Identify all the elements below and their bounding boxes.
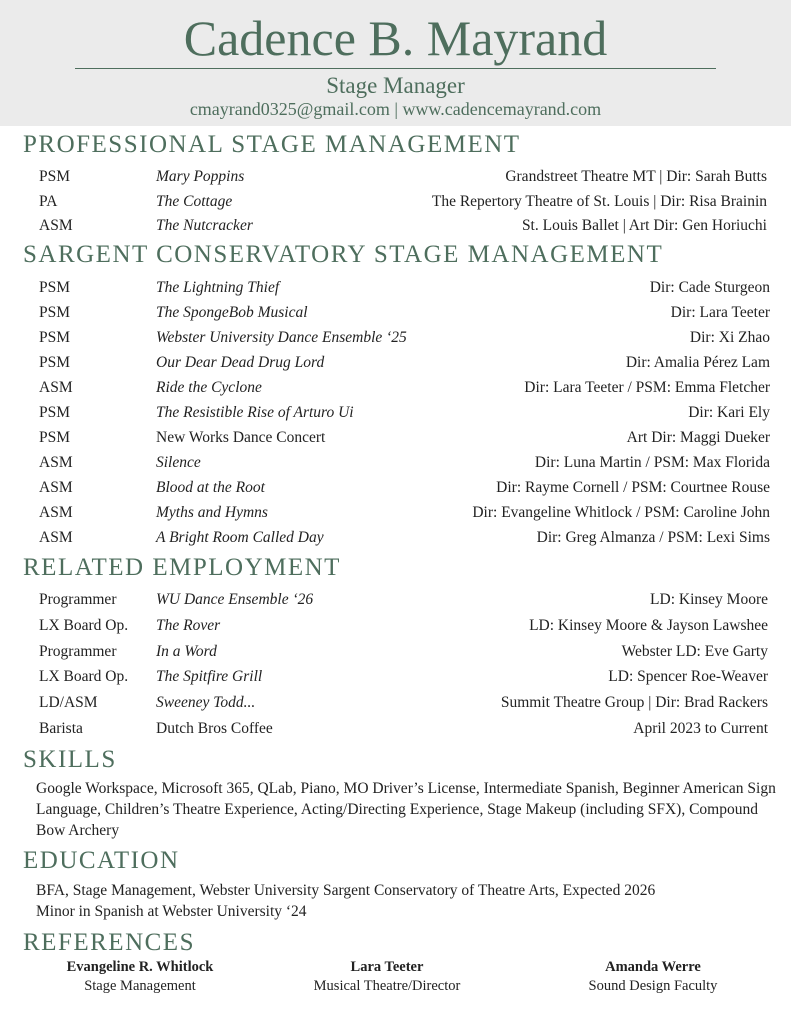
entry-title: Ride the Cyclone: [156, 379, 262, 396]
section-heading-related: RELATED EMPLOYMENT: [23, 554, 341, 581]
entry-role: PSM: [39, 304, 71, 321]
entry-role: ASM: [39, 529, 73, 546]
entry-title: The Resistible Rise of Arturo Ui: [156, 404, 354, 421]
entry-role: LX Board Op.: [39, 668, 129, 686]
entry-row: [0, 277, 791, 299]
reference-role: Musical Theatre/Director: [313, 978, 461, 994]
entry-role: PSM: [39, 168, 71, 185]
entry-role: Programmer: [39, 642, 117, 660]
entry-title: A Bright Room Called Day: [156, 529, 324, 546]
entry-detail: LD: Kinsey Moore & Jayson Lawshee: [529, 616, 768, 634]
entry-detail: Dir: Evangeline Whitlock / PSM: Caroline John: [472, 504, 770, 521]
section-heading-references: REFERENCES: [23, 929, 195, 956]
entry-row: [0, 302, 791, 324]
entry-row: [0, 327, 791, 349]
entry-row: [0, 191, 791, 213]
entry-row: [0, 166, 791, 188]
entry-title: Sweeney Todd...: [156, 694, 256, 712]
entry-detail: Art Dir: Maggi Dueker: [626, 429, 770, 446]
job-title: Stage Manager: [326, 73, 465, 98]
entry-title: The SpongeBob Musical: [156, 304, 308, 321]
entry-row: [0, 692, 791, 714]
entry-detail: Summit Theatre Group | Dir: Brad Rackers: [500, 694, 768, 712]
entry-role: Programmer: [39, 591, 117, 608]
entry-title: New Works Dance Concert: [156, 429, 326, 446]
reference-item: [277, 958, 497, 996]
entry-row: [0, 452, 791, 474]
section-heading-skills: SKILLS: [23, 746, 117, 773]
entry-role: ASM: [39, 479, 73, 496]
reference-name: Amanda Werre: [605, 959, 701, 975]
entry-row: [0, 427, 791, 449]
entry-title: The Nutcracker: [156, 217, 253, 234]
education-line: BFA, Stage Management, Webster University Sargent Conservatory of Theatre Arts, Expected 2026: [36, 882, 656, 899]
entry-detail: Dir: Rayme Cornell / PSM: Courtnee Rouse: [496, 479, 770, 496]
entry-row: [0, 666, 791, 688]
entry-row: [0, 641, 791, 663]
entry-detail: April 2023 to Current: [633, 720, 768, 737]
entry-row: [0, 352, 791, 374]
entry-title: Silence: [156, 454, 201, 471]
entry-role: PSM: [39, 279, 71, 296]
section-heading-education: EDUCATION: [23, 847, 180, 874]
entry-title: The Lightning Thief: [156, 279, 280, 296]
education-line: Minor in Spanish at Webster University ‘24: [36, 903, 307, 920]
section-heading-sargent: SARGENT CONSERVATORY STAGE MANAGEMENT: [23, 241, 664, 268]
entry-row: [0, 215, 791, 237]
entry-detail: Dir: Kari Ely: [688, 404, 770, 421]
entry-detail: Dir: Lara Teeter / PSM: Emma Fletcher: [524, 379, 770, 396]
entry-title: Dutch Bros Coffee: [156, 720, 273, 737]
header-divider: [75, 68, 716, 69]
entry-role: ASM: [39, 504, 73, 521]
entry-row: [0, 589, 791, 611]
entry-detail: Dir: Lara Teeter: [670, 304, 770, 321]
entry-role: PSM: [39, 404, 71, 421]
entry-detail: Dir: Amalia Pérez Lam: [625, 354, 770, 371]
reference-name: Lara Teeter: [350, 959, 424, 975]
entry-row: [0, 615, 791, 637]
entry-detail: LD: Kinsey Moore: [650, 591, 768, 608]
entry-detail: St. Louis Ballet | Art Dir: Gen Horiuchi: [521, 217, 767, 234]
reference-item: [543, 958, 763, 996]
reference-item: [30, 958, 250, 996]
entry-role: PSM: [39, 329, 71, 346]
entry-role: LD/ASM: [39, 694, 98, 712]
entry-title: Our Dear Dead Drug Lord: [156, 354, 325, 371]
skills-text: Google Workspace, Microsoft 365, QLab, Piano, MO Driver’s License, Intermediate Spanish, Beginner American Sign Language, Children’s Theatre Experience, Acting/Directing Experience, Stage Makeup (including SFX), Compound Bow Archery: [36, 780, 776, 839]
entry-detail: Dir: Greg Almanza / PSM: Lexi Sims: [536, 529, 770, 546]
entry-row: [0, 377, 791, 399]
entry-role: ASM: [39, 454, 73, 471]
entry-title: Myths and Hymns: [156, 504, 268, 521]
entry-title: Webster University Dance Ensemble ‘25: [156, 329, 407, 346]
entry-role: ASM: [39, 217, 73, 234]
entry-row: [0, 527, 791, 549]
reference-role: Sound Design Faculty: [588, 978, 718, 994]
entry-role: PA: [39, 192, 58, 210]
entry-row: [0, 402, 791, 424]
entry-title: Blood at the Root: [156, 479, 265, 496]
applicant-name: Cadence B. Mayrand: [183, 10, 608, 66]
entry-detail: Webster LD: Eve Garty: [621, 642, 768, 660]
entry-detail: Grandstreet Theatre MT | Dir: Sarah Butts: [505, 168, 767, 185]
entry-detail: Dir: Xi Zhao: [689, 329, 770, 346]
entry-title: The Spitfire Grill: [156, 668, 263, 686]
contact-info: cmayrand0325@gmail.com | www.cadencemayrand.com: [189, 99, 602, 119]
entry-role: Barista: [39, 720, 83, 737]
entry-title: The Rover: [156, 616, 221, 634]
entry-detail: The Repertory Theatre of St. Louis | Dir: Risa Brainin: [431, 192, 767, 210]
entry-detail: LD: Spencer Roe-Weaver: [608, 668, 768, 686]
entry-detail: Dir: Cade Sturgeon: [649, 279, 770, 296]
entry-row: [0, 718, 791, 740]
entry-title: In a Word: [156, 642, 217, 660]
entry-row: [0, 502, 791, 524]
section-heading-professional: PROFESSIONAL STAGE MANAGEMENT: [23, 131, 521, 158]
reference-name: Evangeline R. Whitlock: [66, 959, 214, 975]
entry-title: WU Dance Ensemble ‘26: [156, 591, 314, 608]
entry-row: [0, 477, 791, 499]
reference-role: Stage Management: [84, 978, 196, 994]
entry-detail: Dir: Luna Martin / PSM: Max Florida: [534, 454, 770, 471]
entry-title: Mary Poppins: [156, 168, 245, 185]
entry-title: The Cottage: [156, 192, 233, 210]
entry-role: ASM: [39, 379, 73, 396]
entry-role: PSM: [39, 429, 71, 446]
entry-role: PSM: [39, 354, 71, 371]
entry-role: LX Board Op.: [39, 616, 129, 634]
